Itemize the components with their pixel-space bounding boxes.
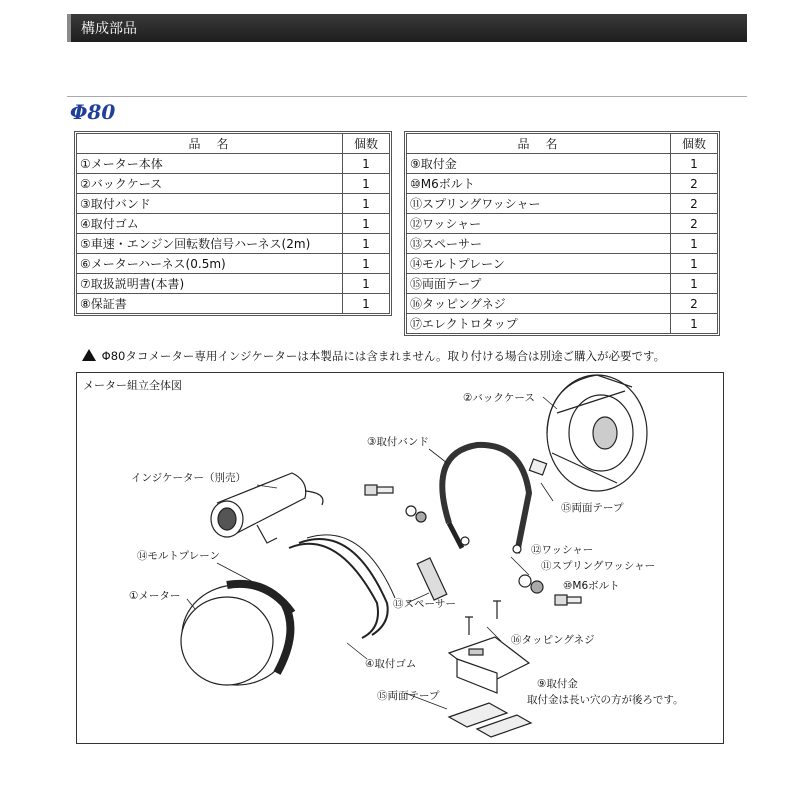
rubber-drawing bbox=[289, 535, 395, 638]
part-name: ⑥メーターハーネス(0.5m) bbox=[77, 254, 343, 274]
table-row bbox=[77, 274, 390, 294]
label-bolt: ⑩M6ボルト bbox=[563, 580, 620, 592]
col-name-header: 品 名 bbox=[407, 134, 671, 154]
model-label: Φ80 bbox=[70, 100, 116, 124]
part-qty: 1 bbox=[343, 214, 390, 234]
part-name: ⑩M6ボルト bbox=[407, 174, 671, 194]
diagram-title: メーター組立全体図 bbox=[83, 379, 182, 392]
part-name: ⑧保証書 bbox=[77, 294, 343, 314]
table-row bbox=[407, 234, 718, 254]
label-band: ③取付バンド bbox=[367, 436, 429, 448]
back-case-drawing bbox=[547, 375, 647, 491]
part-name: ⑯タッピングネジ bbox=[407, 294, 671, 314]
part-qty: 2 bbox=[671, 194, 718, 214]
label-spring-washer: ⑪スプリングワッシャー bbox=[541, 560, 656, 572]
part-name: ⑭モルトプレーン bbox=[407, 254, 671, 274]
table-row bbox=[407, 294, 718, 314]
label-bracket-note: 取付金は長い穴の方が後ろです。 bbox=[527, 694, 684, 706]
part-qty: 1 bbox=[671, 314, 718, 334]
part-qty: 1 bbox=[343, 294, 390, 314]
table-header-row bbox=[407, 134, 718, 154]
part-name: ②バックケース bbox=[77, 174, 343, 194]
part-qty: 2 bbox=[671, 214, 718, 234]
part-name: ④取付ゴム bbox=[77, 214, 343, 234]
table-row bbox=[407, 274, 718, 294]
part-qty: 1 bbox=[671, 254, 718, 274]
col-name-header: 品 名 bbox=[77, 134, 343, 154]
part-name: ⑤車速・エンジン回転数信号ハーネス(2m) bbox=[77, 234, 343, 254]
table-row bbox=[407, 254, 718, 274]
part-name: ⑮両面テープ bbox=[407, 274, 671, 294]
parts-table-left bbox=[76, 133, 390, 314]
table-row bbox=[77, 194, 390, 214]
label-back-case: ②バックケース bbox=[463, 392, 535, 404]
part-qty: 2 bbox=[671, 174, 718, 194]
tapping-screws-drawing bbox=[465, 601, 501, 635]
part-qty: 1 bbox=[671, 154, 718, 174]
meter-drawing bbox=[181, 584, 292, 685]
table-row bbox=[77, 234, 390, 254]
label-tape-bottom: ⑮両面テープ bbox=[377, 690, 440, 702]
notice bbox=[82, 348, 665, 364]
spacer-drawing bbox=[417, 558, 447, 600]
table-row bbox=[407, 314, 718, 334]
part-qty: 1 bbox=[343, 274, 390, 294]
label-molt: ⑭モルトプレーン bbox=[137, 550, 221, 562]
part-qty: 1 bbox=[343, 154, 390, 174]
part-name: ⑰エレクトロタップ bbox=[407, 314, 671, 334]
bolt-top-drawing bbox=[365, 485, 426, 522]
label-spacer: ⑬スペーサー bbox=[393, 598, 456, 610]
table-row bbox=[77, 294, 390, 314]
part-qty: 1 bbox=[343, 194, 390, 214]
label-washer: ⑫ワッシャー bbox=[531, 544, 594, 556]
label-bracket: ⑨取付金 bbox=[537, 678, 578, 690]
section-title: 構成部品 bbox=[81, 21, 137, 37]
part-name: ⑦取扱説明書(本書) bbox=[77, 274, 343, 294]
notice-text: Φ80タコメーター専用インジケーターは本製品には含まれません。取り付ける場合は別途ご購入が必要です。 bbox=[101, 349, 666, 363]
part-qty: 1 bbox=[671, 274, 718, 294]
table-row bbox=[77, 214, 390, 234]
table-row bbox=[407, 194, 718, 214]
part-qty: 1 bbox=[343, 174, 390, 194]
part-name: ⑬スペーサー bbox=[407, 234, 671, 254]
table-header-row bbox=[77, 134, 390, 154]
assembly-diagram bbox=[76, 372, 724, 744]
table-row bbox=[77, 174, 390, 194]
part-name: ⑨取付金 bbox=[407, 154, 671, 174]
part-qty: 1 bbox=[343, 254, 390, 274]
part-name: ③取付バンド bbox=[77, 194, 343, 214]
band-drawing bbox=[442, 445, 529, 553]
table-row bbox=[407, 214, 718, 234]
col-qty-header: 個数 bbox=[671, 134, 718, 154]
warning-icon bbox=[82, 349, 96, 361]
label-indicator: インジケーター（別売） bbox=[131, 472, 247, 484]
section-header bbox=[67, 14, 747, 42]
label-tape-top: ⑮両面テープ bbox=[561, 502, 624, 514]
table-row bbox=[77, 154, 390, 174]
part-name: ⑫ワッシャー bbox=[407, 214, 671, 234]
table-row bbox=[407, 154, 718, 174]
col-qty-header: 個数 bbox=[343, 134, 390, 154]
parts-table-right bbox=[406, 133, 718, 334]
divider bbox=[67, 96, 747, 97]
tape-top-drawing bbox=[529, 459, 546, 475]
label-rubber: ④取付ゴム bbox=[365, 658, 417, 670]
part-qty: 1 bbox=[343, 234, 390, 254]
diagram-drawing bbox=[77, 373, 725, 745]
part-name: ①メーター本体 bbox=[77, 154, 343, 174]
tape-bottom-drawing bbox=[449, 703, 531, 737]
table-row bbox=[407, 174, 718, 194]
table-row bbox=[77, 254, 390, 274]
part-qty: 2 bbox=[671, 294, 718, 314]
part-qty: 1 bbox=[671, 234, 718, 254]
label-tapping: ⑯タッピングネジ bbox=[511, 634, 595, 646]
part-name: ⑪スプリングワッシャー bbox=[407, 194, 671, 214]
label-meter: ①メーター bbox=[129, 590, 181, 602]
